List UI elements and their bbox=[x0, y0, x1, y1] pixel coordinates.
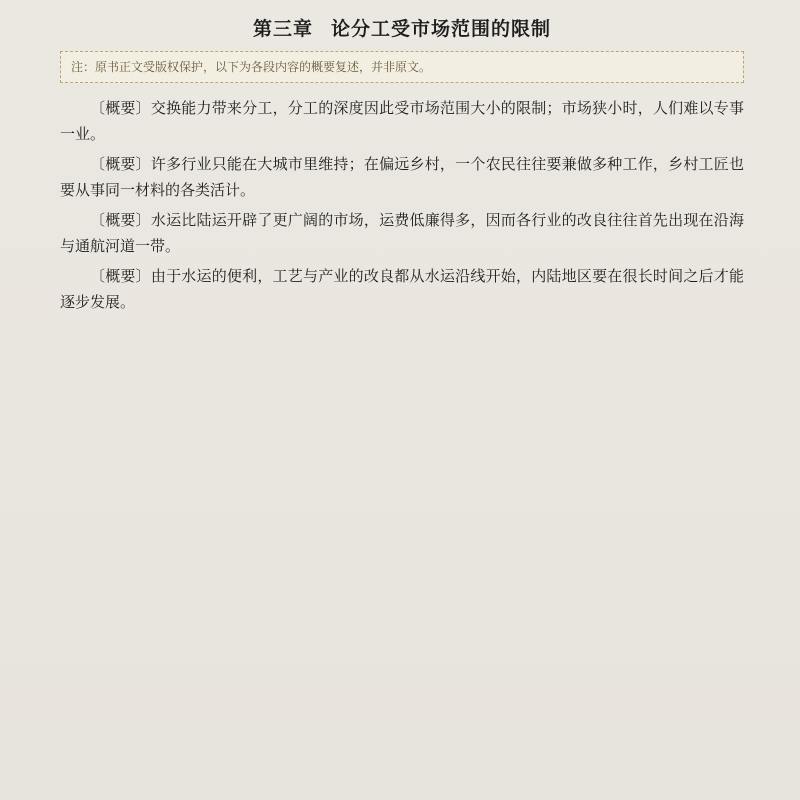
copyright-notice: 注：原书正文受版权保护，以下为各段内容的概要复述，并非原文。 bbox=[60, 51, 744, 83]
chapter-number: 第三章 bbox=[252, 18, 313, 40]
paragraph-1: 〔概要〕交换能力带来分工，分工的深度因此受市场范围大小的限制；市场狭小时，人们难以专事一业。 bbox=[60, 99, 744, 143]
chapter-title bbox=[60, 14, 744, 41]
paragraph-2: 〔概要〕许多行业只能在大城市里维持；在偏远乡村，一个农民往往要兼做多种工作，乡村工匠也要从事同一材料的各类活计。 bbox=[60, 155, 744, 199]
paragraph-4: 〔概要〕由于水运的便利，工艺与产业的改良都从水运沿线开始，内陆地区要在很长时间之后才能逐步发展。 bbox=[60, 267, 744, 311]
paragraph-3: 〔概要〕水运比陆运开辟了更广阔的市场，运费低廉得多，因而各行业的改良往往首先出现在沿海与通航河道一带。 bbox=[60, 211, 744, 255]
chapter-name: 论分工受市场范围的限制 bbox=[331, 18, 552, 40]
